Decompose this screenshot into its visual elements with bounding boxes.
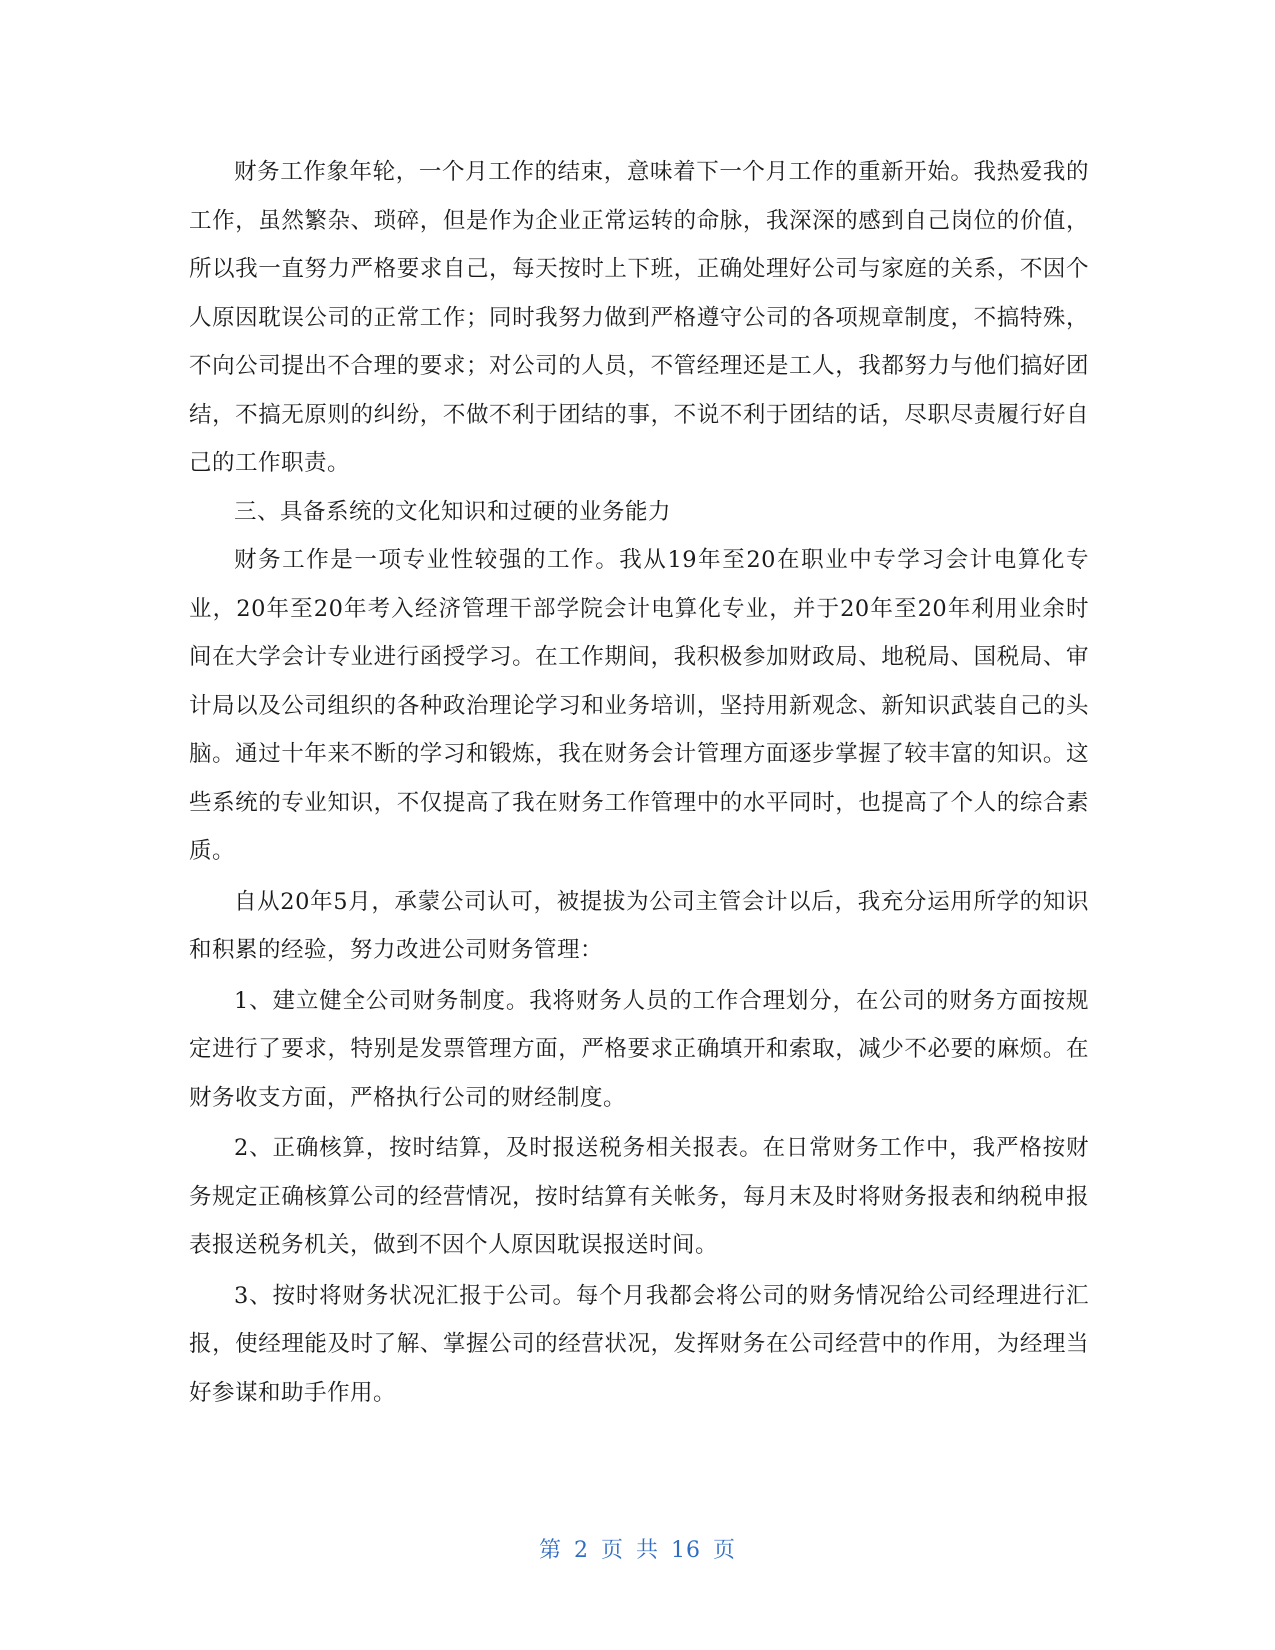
paragraph-promotion: 自从20年5月，承蒙公司认可，被提拔为公司主管会计以后，我充分运用所学的知识和积累的经验，努力改进公司财务管理：: [189, 888, 1089, 963]
paragraph-professional-knowledge: 财务工作是一项专业性较强的工作。我从19年至20在职业中专学习会计电算化专业，20年至20年考入经济管理干部学院会计电算化专业，并于20年至20年利用业余时间在大学会计专业进行函授学习。在工作期间，我积极参加财政局、地税局、国税局、审计局以及公司组织的各种政治理论学习和业务培训，坚持用新观念、新知识武装自己的头脑。通过十年来不断的学习和锻炼，我在财务会计管理方面逐步掌握了较丰富的知识。这些系统的专业知识，不仅提高了我在财务工作管理中的水平同时，也提高了个人的综合素质。: [189, 547, 1089, 864]
paragraph-work-attitude: 财务工作象年轮，一个月工作的结束，意味着下一个月工作的重新开始。我热爱我的工作，虽然繁杂、琐碎，但是作为企业正常运转的命脉，我深深的感到自己岗位的价值，所以我一直努力严格要求自己，每天按时上下班，正确处理好公司与家庭的关系，不因个人原因耽误公司的正常工作；同时我努力做到严格遵守公司的各项规章制度，不搞特殊，不向公司提出不合理的要求；对公司的人员，不管经理还是工人，我都努力与他们搞好团结，不搞无原则的纠纷，不做不利于团结的事，不说不利于团结的话，尽职尽责履行好自己的工作职责。: [189, 159, 1089, 476]
page-footer: [0, 1533, 1275, 1564]
footer-gong: 共: [636, 1538, 660, 1563]
footer-total-pages: 16: [671, 1538, 702, 1563]
section-heading-3: 三、具备系统的文化知识和过硬的业务能力: [234, 498, 672, 525]
list-item-2: 2、正确核算，按时结算，及时报送税务相关报表。在日常财务工作中，我严格按财务规定正确核算公司的经营情况，按时结算有关帐务，每月末及时将财务报表和纳税申报表报送税务机关，做到不因个人原因耽误报送时间。: [189, 1135, 1089, 1258]
list-item-1: 1、建立健全公司财务制度。我将财务人员的工作合理划分，在公司的财务方面按规定进行了要求，特别是发票管理方面，严格要求正确填开和索取，减少不必要的麻烦。在财务收支方面，严格执行公司的财经制度。: [189, 987, 1089, 1111]
document-body: [189, 148, 1089, 1417]
footer-page-number: 2: [573, 1538, 589, 1563]
footer-ye: 页: [600, 1538, 624, 1563]
list-item-3: 3、按时将财务状况汇报于公司。每个月我都会将公司的财务情况给公司经理进行汇报，使经理能及时了解、掌握公司的经营状况，发挥财务在公司经营中的作用，为经理当好参谋和助手作用。: [189, 1282, 1089, 1406]
footer-ye2: 页: [713, 1538, 737, 1563]
footer-di: 第: [538, 1538, 562, 1563]
